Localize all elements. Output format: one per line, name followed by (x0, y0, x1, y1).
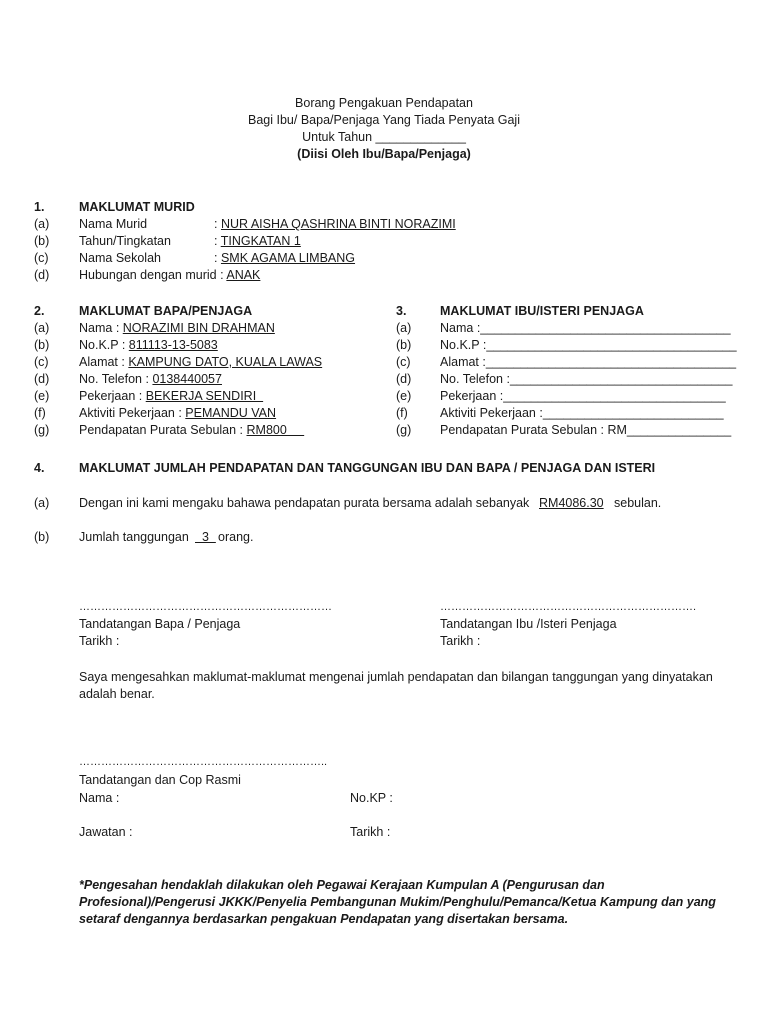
s1-row-sep: : (214, 234, 221, 248)
s1-row-label: Nama Sekolah (79, 251, 161, 265)
section4-title: MAKLUMAT JUMLAH PENDAPATAN DAN TANGGUNGAN IBU DAN BAPA / PENJAGA DAN ISTERI (79, 461, 656, 475)
s2-row-label: Pendapatan Purata Sebulan : (79, 423, 247, 437)
father-signature-label: Tandatangan Bapa / Penjaga (79, 617, 241, 631)
s2-row-label: Aktiviti Pekerjaan : (79, 406, 186, 420)
s3-row-key: (d) (396, 372, 412, 386)
s2-row-key: (g) (34, 423, 50, 437)
section4-number: 4. (34, 461, 45, 475)
father-signature-line: …………………………………………………………… (79, 601, 332, 613)
student-class-value: TINGKATAN 1 (220, 234, 301, 248)
s3-row-key: (b) (396, 338, 412, 352)
verification-footnote: *Pengesahan hendaklah dilakukan oleh Pegawai Kerajaan Kumpulan A (Pengurusan dan Profesional)/Pengerusi JKKK/Penyelia Pembangunan Mukim/Penghulu/Pemanca/Ketua Kampung dan yang setaraf dengannya berdasarkan pengakuan Pendapatan yang disertakan bersama. (79, 878, 716, 926)
s1-row-key: (b) (34, 234, 50, 248)
s2-row-key: (d) (34, 372, 50, 386)
student-name-value: NUR AISHA QASHRINA BINTI NORAZIMI (220, 217, 456, 231)
form-title: Borang Pengakuan Pendapatan (295, 96, 473, 110)
s2-row-key: (f) (34, 406, 46, 420)
s1-row-key: (c) (34, 251, 49, 265)
s1-row-label: Tahun/Tingkatan (79, 234, 171, 248)
mother-activity-field: Aktiviti Pekerjaan :__________________________ (440, 406, 724, 420)
s1-row-sep: : (214, 251, 221, 265)
s2-row-key: (e) (34, 389, 50, 403)
father-signature-date: Tarikh : (79, 634, 120, 648)
mother-address-field: Alamat :____________________________________ (440, 355, 737, 369)
s2-row-key: (b) (34, 338, 50, 352)
father-occupation-value: BEKERJA SENDIRI (145, 389, 264, 403)
s4-row-key: (b) (34, 530, 50, 544)
mother-signature-line: ……………………………………………………………. (440, 601, 697, 613)
official-signature-line: ………………………………………………………….. (79, 756, 328, 768)
s3-row-key: (e) (396, 389, 412, 403)
s3-row-key: (a) (396, 321, 412, 335)
s2-row-label: No.K.P : (79, 338, 129, 352)
section2-number: 2. (34, 304, 45, 318)
s2-row-label: Pekerjaan : (79, 389, 146, 403)
combined-income-suffix: sebulan. (614, 496, 662, 510)
official-date-field: Tarikh : (350, 825, 391, 839)
dependents-suffix: orang. (218, 530, 254, 544)
s2-row-key: (c) (34, 355, 49, 369)
dependents-text: Jumlah tanggungan (79, 530, 189, 544)
s2-row-label: No. Telefon : (79, 372, 153, 386)
official-position-field: Jawatan : (79, 825, 133, 839)
s1-row-sep: : (214, 217, 221, 231)
mother-occupation-field: Pekerjaan :________________________________ (440, 389, 726, 403)
s3-row-key: (f) (396, 406, 408, 420)
form-year-line: Untuk Tahun _____________ (302, 130, 466, 144)
mother-phone-field: No. Telefon :________________________________ (440, 372, 733, 386)
school-name-value: SMK AGAMA LIMBANG (220, 251, 356, 265)
official-ic-field: No.KP : (350, 791, 393, 805)
relationship-value: ANAK (226, 268, 261, 282)
s1-row-label: Hubungan dengan murid : (79, 268, 224, 282)
s2-row-label: Alamat : (79, 355, 129, 369)
s2-row-key: (a) (34, 321, 50, 335)
combined-income-value: RM4086.30 (539, 496, 604, 510)
mother-name-field: Nama :____________________________________ (440, 321, 731, 335)
section3-title: MAKLUMAT IBU/ISTERI PENJAGA (440, 304, 644, 318)
father-ic-value: 811113-13-5083 (128, 338, 218, 352)
section1-number: 1. (34, 200, 45, 214)
father-phone-value: 0138440057 (152, 372, 222, 386)
mother-signature-label: Tandatangan Ibu /Isteri Penjaga (440, 617, 617, 631)
mother-income-field: Pendapatan Purata Sebulan : RM_______________ (440, 423, 732, 437)
confirmation-statement: Saya mengesahkan maklumat-maklumat mengenai jumlah pendapatan dan bilangan tanggungan yang dinyatakan adalah benar. (79, 670, 713, 701)
father-activity-value: PEMANDU VAN (185, 406, 277, 420)
section3-number: 3. (396, 304, 407, 318)
father-income-value: RM800 (246, 423, 305, 437)
official-name-field: Nama : (79, 791, 120, 805)
combined-income-text: Dengan ini kami mengaku bahawa pendapatan purata bersama adalah sebanyak (79, 496, 530, 510)
father-name-value: NORAZIMI BIN DRAHMAN (122, 321, 275, 335)
s3-row-key: (g) (396, 423, 412, 437)
mother-ic-field: No.K.P :____________________________________ (440, 338, 737, 352)
s2-row-label: Nama : (79, 321, 123, 335)
form-subtitle: Bagi Ibu/ Bapa/Penjaga Yang Tiada Penyata Gaji (248, 113, 520, 127)
official-signature-label: Tandatangan dan Cop Rasmi (79, 773, 241, 787)
s1-row-label: Nama Murid (79, 217, 148, 231)
mother-signature-date: Tarikh : (440, 634, 481, 648)
s3-row-key: (c) (396, 355, 411, 369)
s4-row-key: (a) (34, 496, 50, 510)
section1-title: MAKLUMAT MURID (79, 200, 195, 214)
s1-row-key: (d) (34, 268, 50, 282)
dependents-value: 3 (195, 530, 216, 544)
section2-title: MAKLUMAT BAPA/PENJAGA (79, 304, 253, 318)
father-address-value: KAMPUNG DATO, KUALA LAWAS (128, 355, 323, 369)
form-instruction: (Diisi Oleh Ibu/Bapa/Penjaga) (297, 147, 471, 161)
s1-row-key: (a) (34, 217, 50, 231)
